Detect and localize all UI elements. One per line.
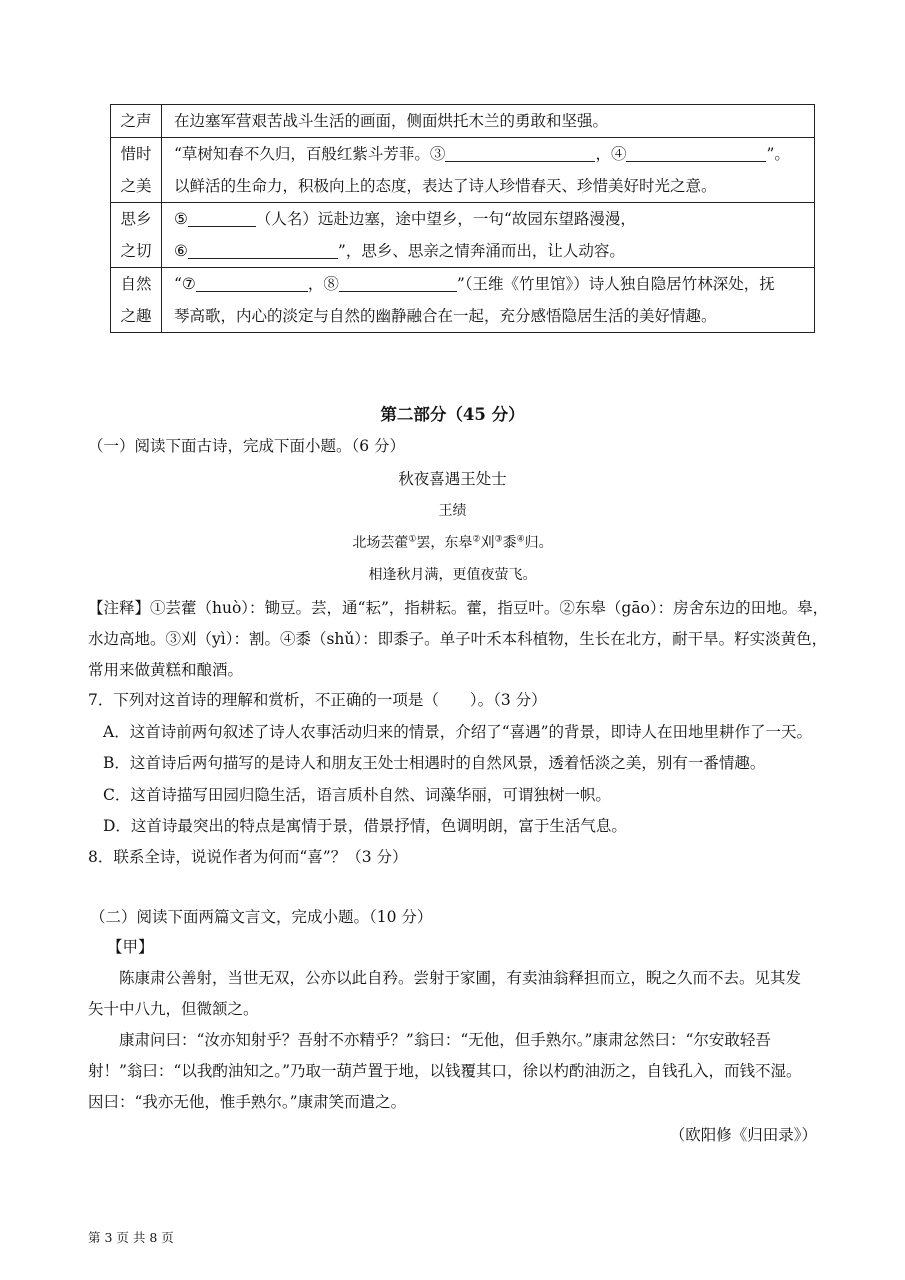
- answer-blank-3[interactable]: [445, 143, 595, 162]
- passage-line: 陈康肃公善射，当世无双，公亦以此自矜。尝射于家圃，有卖油翁释担而立，睨之久而不去。见其发: [119, 969, 802, 987]
- notes-line: 水边高地。③刈（yì）：割。④黍（shǔ）：即黍子。单子叶禾本科植物，生长在北方，耐干旱。籽实淡黄色，: [88, 630, 828, 648]
- row-header: 惜时 之美: [111, 138, 162, 203]
- section1-intro: （一）阅读下面古诗，完成下面小题。（6 分）: [88, 437, 406, 455]
- poem-line-2: 相逢秋月满，更值夜萤飞。: [368, 567, 537, 583]
- poem-line-1: 北场芸藿①罢，东皋②刈③黍④归。: [352, 534, 553, 551]
- question-7-option-d[interactable]: D．这首诗最突出的特点是寓情于景，借景抒情，色调明朗，富于生活气息。: [103, 817, 627, 835]
- passage-line: 因曰：“我亦无他，惟手熟尔。”康肃笑而遣之。: [88, 1093, 407, 1111]
- question-8: 8．联系全诗，说说作者为何而“喜”？（3 分）: [88, 848, 408, 866]
- answer-blank-7[interactable]: [196, 273, 308, 292]
- poem-title: 秋夜喜遇王处士: [398, 470, 507, 488]
- row-content: 在边塞军营艰苦战斗生活的画面，侧面烘托木兰的勇敢和坚强。: [162, 105, 815, 138]
- notes-line: 常用来做黄糕和酿酒。: [88, 661, 244, 679]
- row-content: ⑤ （人名）远赴边塞，途中望乡，一句“故园东望路漫漫， ⑥ ”，思乡、思亲之情奔涌而出，让人动容。: [162, 203, 815, 268]
- answer-blank-6[interactable]: [188, 240, 338, 259]
- passage-source: （欧阳修《归田录》）: [669, 1126, 817, 1144]
- poetry-table: [110, 104, 815, 333]
- question-7-option-b[interactable]: B．这首诗后两句描写的是诗人和朋友王处士相遇时的自然风景，透着恬淡之美，别有一番情趣。: [103, 754, 766, 772]
- passage-line: 射！”翁曰：“以我酌油知之。”乃取一葫芦置于地，以钱覆其口，徐以杓酌油沥之，自钱孔入，而钱不湿。: [88, 1062, 802, 1080]
- answer-blank-8[interactable]: [339, 273, 457, 292]
- question-7-option-a[interactable]: A．这首诗前两句叙述了诗人农事活动归来的情景，介绍了“喜遇”的背景，即诗人在田地里耕作了一天。: [103, 723, 813, 741]
- answer-blank-5[interactable]: [188, 208, 256, 227]
- table-row: [111, 105, 815, 138]
- row-header: 之声: [111, 105, 162, 138]
- row-content: “草树知春不久归，百般红紫斗芳菲。③ ，④ ”。 以鲜活的生命力，积极向上的态度，表达了诗人珍惜春天、珍惜美好时光之意。: [162, 138, 815, 203]
- page-footer: 第 3 页 共 8 页: [88, 1230, 174, 1245]
- section2-intro: （二）阅读下面两篇文言文，完成小题。（10 分）: [90, 908, 433, 926]
- question-7-stem: 7．下列对这首诗的理解和赏析，不正确的一项是（ ）。（3 分）: [88, 691, 547, 709]
- passage-line: 康肃问曰：“汝亦知射乎？吾射不亦精乎？”翁曰：“无他，但手熟尔。”康肃忿然曰：“尔安敢轻吾: [119, 1031, 771, 1049]
- poem-author: 王绩: [438, 503, 467, 519]
- answer-blank-4[interactable]: [626, 143, 766, 162]
- row-header: 自然 之趣: [111, 268, 162, 333]
- row-content: “⑦ ，⑧ ”（王维《竹里馆》）诗人独自隐居竹林深处，抚 琴高歌，内心的淡定与自然的幽静融合在一起，充分感悟隐居生活的美好情趣。: [162, 268, 815, 333]
- part2-title: 第二部分（45 分）: [380, 405, 525, 424]
- table-row: [111, 268, 815, 333]
- row-header: 思乡 之切: [111, 203, 162, 268]
- notes-line: 【注释】①芸藿（huò）：锄豆。芸，通“耘”，指耕耘。藿，指豆叶。②东皋（gāo）：房舍东边的田地。皋，: [88, 599, 829, 617]
- table-row: [111, 203, 815, 268]
- question-7-option-c[interactable]: C．这首诗描写田园归隐生活，语言质朴自然、词藻华丽，可谓独树一帜。: [103, 786, 611, 804]
- passage-jia-label: 【甲】: [107, 938, 154, 956]
- table-row: [111, 138, 815, 203]
- passage-line: 矢十中八九，但微颔之。: [88, 1000, 259, 1018]
